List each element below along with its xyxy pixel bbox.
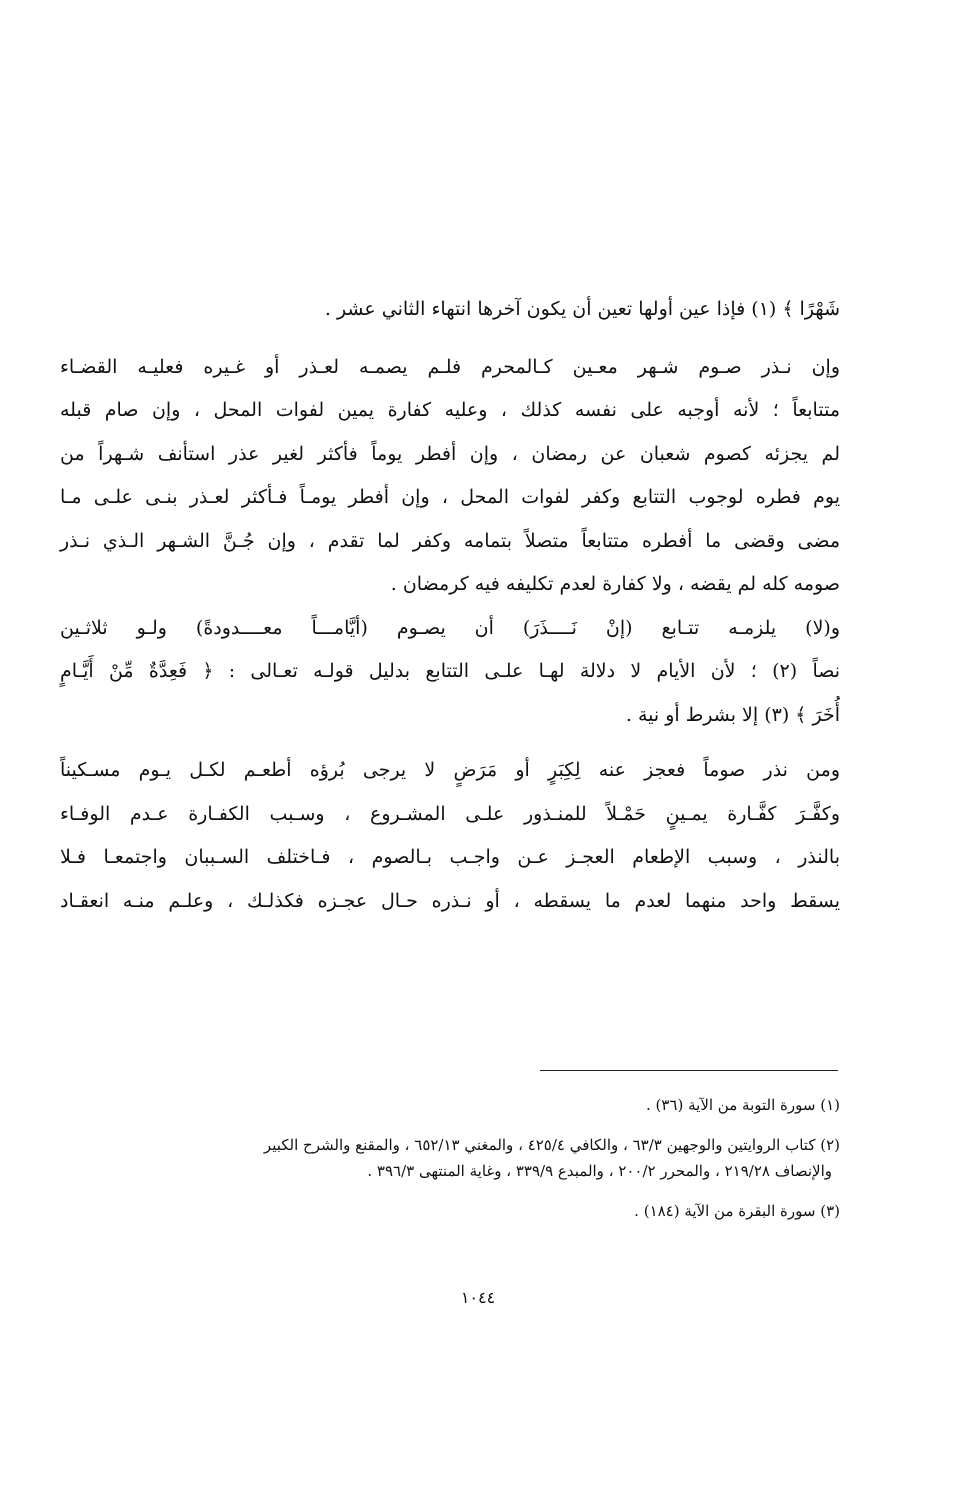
text-line: يسقط واحد منهما لعدم ما يسقطه ، أو نـذره حـال عجـزه فكذلـك ، وعلـم منـه انعقـاد [60,889,840,912]
footnote-line: (٣) سورة البقرة من الآية (١٨٤) . [634,1202,840,1220]
footnote-line: (٢) كتاب الروايتين والوجهين ٦٣/٣ ، والكافي ٤٢٥/٤ ، والمغني ٦٥٢/١٣ ، والمقنع والشرح الكبير [263,1136,840,1154]
footnote [60,1198,840,1224]
text-line: بالنذر ، وسبب الإطعام العجـز عـن واجـب بـالصوم ، فـاختلف السـببان واجتمعـا فـلا [60,846,840,868]
main-text [60,288,840,923]
paragraph [60,288,840,332]
paragraph [60,749,840,923]
footnotes [60,1092,840,1238]
text-line: لم يجزئه كصوم شعبان عن رمضان ، وإن أفطر يوماً فأكثر لغير عذر استأنف شـهراً من [60,442,840,465]
footnote-divider [540,1070,838,1071]
text-line: شَهْرًا ﴾ (١) فإذا عين أولها تعين أن يكون آخرها انتهاء الثاني عشر . [324,298,840,320]
paragraph [60,607,840,738]
text-line: وإن نـذر صـوم شـهر معـين كـالمحرم فلـم يصمـه لعـذر أو غـيره فعليـه القضـاء [60,355,840,378]
text-line: يوم فطره لوجوب التتابع وكفر لفوات المحل ، وإن أفطر يومـاً فـأكثر لعـذر بنـى علـى مـا [60,486,840,508]
text-line: مضى وقضى ما أفطره متتابعاً متصلاً بتمامه وكفر لما تقدم ، وإن جُـنَّ الشـهر الـذي نـذر [60,529,840,552]
text-line: متتابعاً ؛ لأنه أوجبه على نفسه كذلك ، وعليه كفارة يمين لفوات المحل ، وإن صام قبله [60,399,840,421]
text-line: وكفَّـرَ كفَّـارة يمـينٍ حَمْـلاً للمنـذور علـى المشـروع ، وسـبب الكفـارة عـدم الوفـاء [60,802,840,825]
text-line: ومن نذر صوماً فعجز عنه لِكِبَرٍ أو مَرَضٍ لا يرجى بُرؤه أطعـم لكـل يـوم مسـكيناً [60,759,840,781]
text-line: نصاً (٢) ؛ لأن الأيام لا دلالة لهـا علـى التتابع بدليل قولـه تعـالى : ﴿ فَعِدَّةٌ مِّنْ أَيَّـامٍ [60,660,840,682]
text-line: و(لا) يلزمـه تتـابع (إنْ نَــــذَرَ) أن يصـوم (أيَّامـــاً معــــدودةً) ولـو ثلاثـين [60,616,840,639]
footnote-line: (١) سورة التوبة من الآية (٣٦) . [645,1096,840,1114]
text-line: صومه كله لم يقضه ، ولا كفارة لعدم تكليفه فيه كرمضان . [390,573,840,595]
page-number: ١٠٤٤ [460,1288,496,1307]
paragraph [60,346,840,607]
footnote-line: والإنصاف ٢١٩/٢٨ ، والمحرر ٢٠٠/٢ ، والمبدع ٣٣٩/٩ ، وغاية المنتهى ٣٩٦/٣ . [367,1162,832,1180]
text-line: أُخَرَ ﴾ (٣) إلا بشرط أو نية . [625,703,840,726]
footnote [60,1132,840,1184]
footnote [60,1092,840,1118]
